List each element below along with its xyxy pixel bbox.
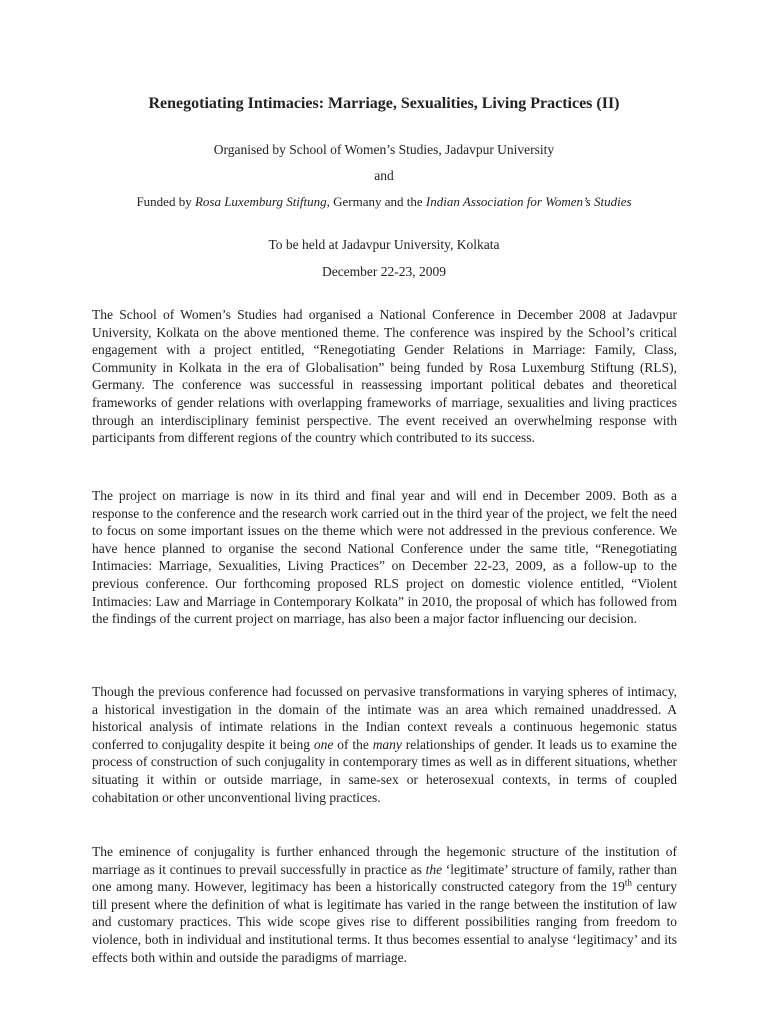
and-line: and: [374, 168, 394, 183]
paragraph-4-em-the: the: [425, 861, 443, 877]
paragraph-2: The project on marriage is now in its third and final year and will end in December 2009. Both as a response to the conference and the research work carried out in the third year of the project, we felt the need to focus on some important issues on the theme which were not addressed in the previous conference. We have hence planned to organise the second National Conference under the same title, “Renegotiating Intimacies: Marriage, Sexualities, Living Practices” on December 22-23, 2009, as a follow-up to the previous conference. Our forthcoming proposed RLS project on domestic violence entitled, “Violent Intimacies: Law and Marriage in Contemporary Kolkata” in 2010, the proposal of which has followed from the findings of the current project on marriage, has also been a major factor influencing our decision.: [92, 488, 677, 627]
paragraph-4: [92, 843, 677, 966]
funder-iaws: Indian Association for Women’s Studies: [425, 194, 632, 209]
funder-rls: Rosa Luxemburg Stiftung: [194, 194, 327, 209]
paragraph-4-superscript: th: [624, 877, 632, 888]
funding-prefix: Funded by: [136, 194, 195, 209]
paragraph-4-text-b: ‘legitimate’ structure of family, rather than one among many. However, legitimacy has been a historically constructed category from the 19: [92, 861, 677, 895]
paragraph-3-text-b: of the: [333, 736, 373, 752]
paragraph-4-text-c: century till present where the definition of what is legitimate has varied in the range between the institution of law and customary practices. This wide scope gives rise to different possibilities ranging from freedom to violence, both in individual and institutional terms. It thus becomes essential to analyse ‘legitimacy’ and its effects both within and outside the paradigms of marriage.: [92, 879, 677, 965]
paragraph-3-em-one: one: [313, 736, 334, 752]
dates-line: December 22-23, 2009: [321, 264, 447, 279]
organiser-line: Organised by School of Women’s Studies, Jadavpur University: [213, 142, 555, 157]
paragraph-3-text-a: Though the previous conference had focussed on pervasive transformations in varying spheres of intimacy, a historical investigation in the domain of the intimate was an area which remained unaddressed. A historical analysis of intimate relations in the Indian context reveals a continuous hegemonic status conferred to conjugality despite it being: [92, 684, 677, 752]
paragraph-3-em-many: many: [372, 736, 402, 752]
paragraph-3: [92, 683, 677, 806]
funding-middle: , Germany and the: [326, 194, 426, 209]
paragraph-1: The School of Women’s Studies had organised a National Conference in December 2008 at Jadavpur University, Kolkata on the above mentioned theme. The conference was inspired by the School’s critical engagement with a project entitled, “Renegotiating Gender Relations in Marriage: Family, Class, Community in Kolkata in the era of Globalisation” being funded by Rosa Luxemburg Stiftung (RLS), Germany. The conference was successful in reassessing important political debates and theoretical frameworks of gender relations with overlapping frameworks of marriage, sexualities and living practices through an interdisciplinary feminist perspective. The event received an overwhelming response with participants from different regions of the country which contributed to its success.: [92, 307, 677, 446]
venue-line: To be held at Jadavpur University, Kolkata: [268, 237, 500, 252]
document-title: Renegotiating Intimacies: Marriage, Sexualities, Living Practices (II): [148, 95, 620, 112]
paragraph-3-text-c: relationships of gender. It leads us to examine the process of construction of such conjugality in contemporary times as well as in different situations, whether situating it within or outside marriage, in same-sex or heterosexual contexts, in terms of coupled cohabitation or other unconventional living practices.: [92, 736, 677, 805]
paragraph-4-text-a: The eminence of conjugality is further enhanced through the hegemonic structure of the institution of marriage as it continues to prevail successfully in practice as: [92, 844, 677, 877]
funding-line: [0, 193, 768, 211]
